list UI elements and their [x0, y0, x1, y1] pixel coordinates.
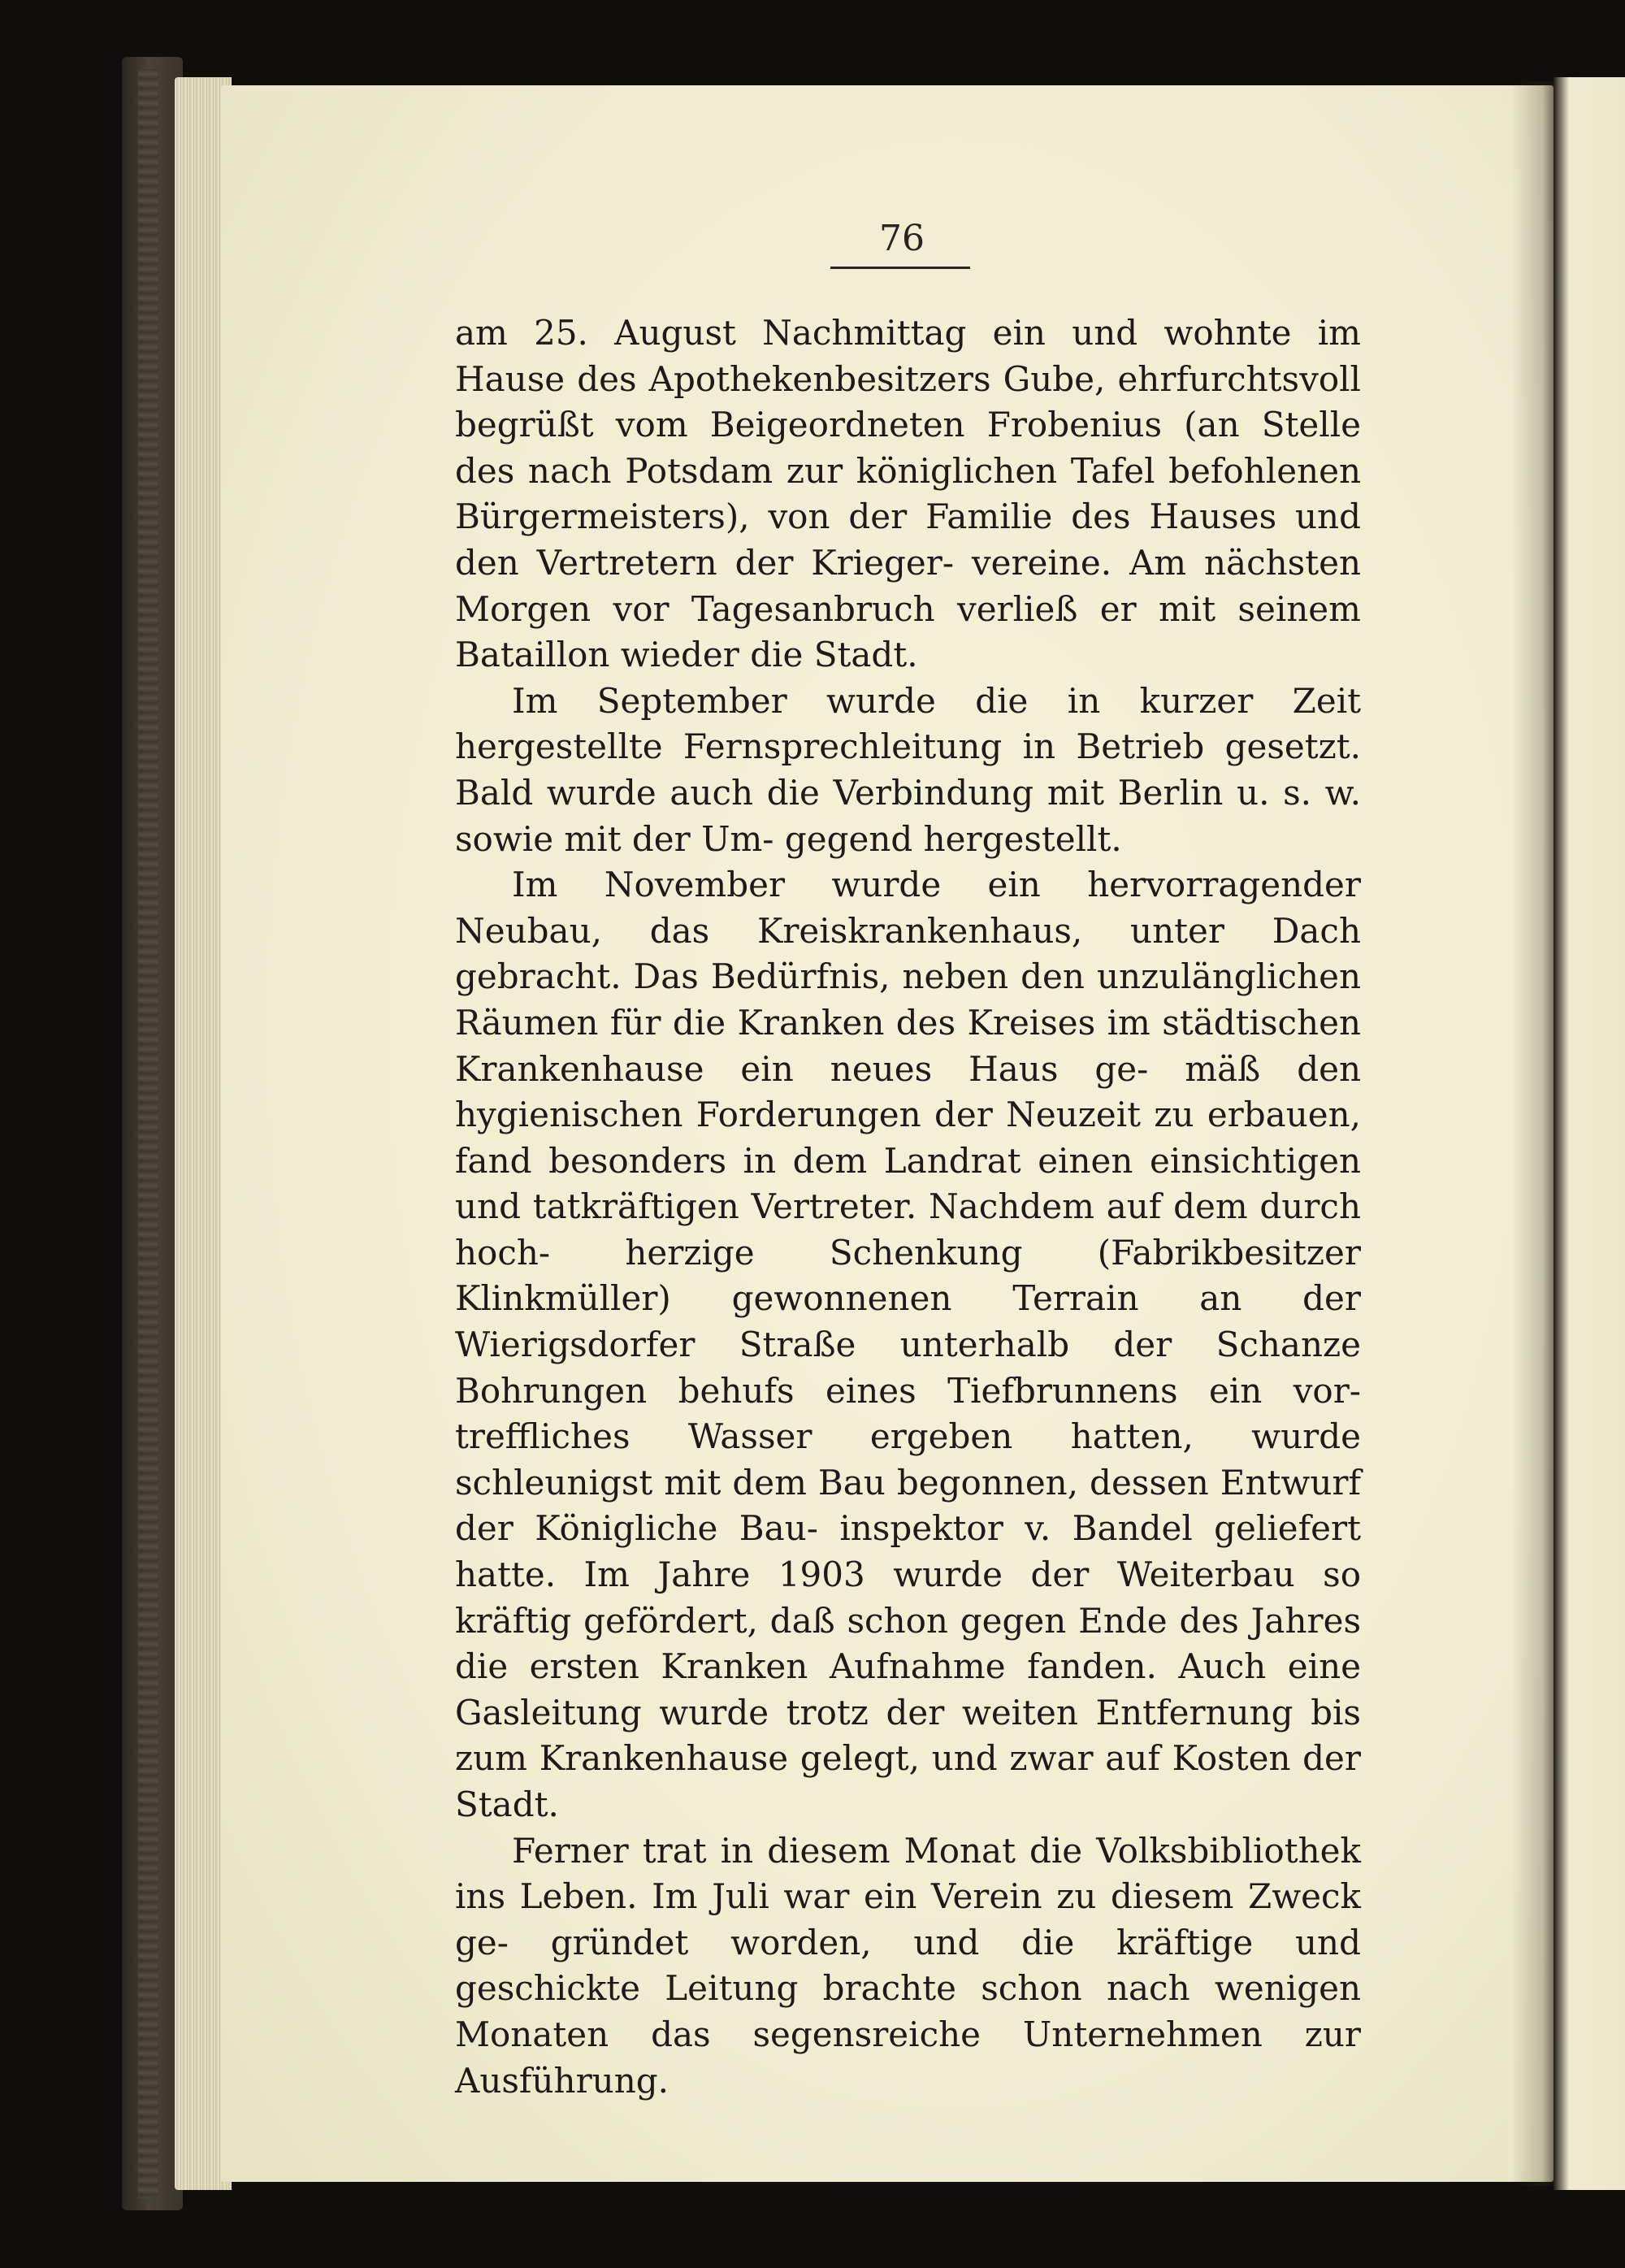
- body-text: [455, 310, 1361, 2104]
- paragraph-2: Im September wurde die in kurzer Zeit hergestellte Fernsprechleitung in Betrieb gesetzt. Bald wurde auch die Verbindung mit Berlin u. s. w. sowie mit der Um- gegend hergestellt.: [455, 680, 1361, 859]
- page-number-rule: [830, 267, 970, 269]
- page-number: 76: [879, 218, 925, 259]
- page-gutter-shadow: [1511, 81, 1556, 2186]
- cover-binding-strip: [138, 69, 158, 2198]
- paragraph-4: Ferner trat in diesem Monat die Volksbibliothek ins Leben. Im Juli war ein Verein zu diesem Zweck ge- gründet worden, und die kräftige und geschickte Leitung brachte schon nach wenigen Monaten das segensreiche Unternehmen zur Ausführung.: [455, 1830, 1361, 2101]
- paragraph-1: am 25. August Nachmittag ein und wohnte im Hause des Apothekenbesitzers Gube, ehrfurchtsvoll begrüßt vom Beigeordneten Frobenius (an Stelle des nach Potsdam zur königlichen Tafel befohlenen Bürgermeisters), von der Familie des Hauses und den Vertretern der Krieger- vereine. Am nächsten Morgen vor Tagesanbruch verließ er mit seinem Bataillon wieder die Stadt.: [455, 313, 1361, 675]
- paragraph-3: Im November wurde ein hervorragender Neubau, das Kreiskrankenhaus, unter Dach gebracht. Das Bedürfnis, neben den unzulänglichen Räumen für die Kranken des Kreises im städtischen Krankenhause ein neues Haus ge- mäß den hygienischen Forderungen der Neuzeit zu erbauen, fand besonders in dem Landrat einen einsichtigen und tatkräftigen Vertreter. Nachdem auf dem durch hoch- herzige Schenkung (Fabrikbesitzer Klinkmüller) gewonnenen Terrain an der Wierigsdorfer Straße unterhalb der Schanze Bohrungen behufs eines Tiefbrunnens ein vor- treffliches Wasser ergeben hatten, wurde schleunigst mit dem Bau begonnen, dessen Entwurf der Königliche Bau- inspektor v. Bandel geliefert hatte. Im Jahre 1903 wurde der Weiterbau so kräftig gefördert, daß schon gegen Ende des Jahres die ersten Kranken Aufnahme fanden. Auch eine Gasleitung wurde trotz der weiten Entfernung bis zum Krankenhause gelegt, und zwar auf Kosten der Stadt.: [455, 865, 1361, 1824]
- facing-page-edge: [1554, 77, 1625, 2190]
